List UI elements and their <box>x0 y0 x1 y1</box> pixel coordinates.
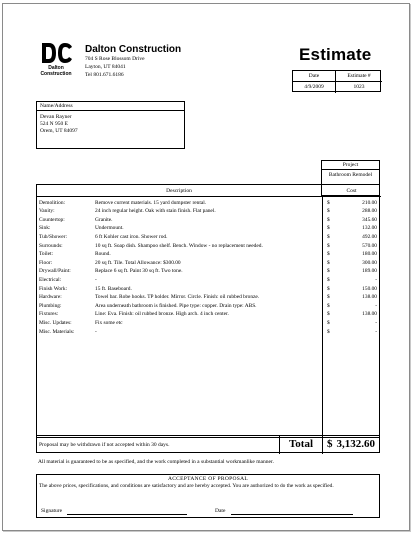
table-row <box>37 250 381 259</box>
row-amount: - <box>375 319 377 326</box>
total-amount: 3,132.60 <box>336 438 375 450</box>
table-row <box>37 276 381 285</box>
table-row <box>37 259 381 268</box>
signature-label: Signature <box>41 508 63 514</box>
row-category: Fixtures: <box>39 311 59 318</box>
company-logo <box>33 42 79 84</box>
table-row <box>37 310 381 319</box>
company-name: Dalton Construction <box>85 44 182 55</box>
row-description: Round. <box>95 251 111 258</box>
row-currency: $ <box>327 259 330 266</box>
row-currency: $ <box>327 294 330 301</box>
row-description: 10 sq ft. Soap dish. Shampoo shelf. Bench. Window - no replacement needed. <box>95 242 263 249</box>
line-items-table <box>36 184 380 438</box>
customer-street: 524 N 950 E <box>40 121 68 127</box>
table-row <box>37 207 381 216</box>
logo-text-line2: Construction <box>40 71 72 77</box>
row-currency: $ <box>327 319 330 326</box>
row-description: - <box>95 276 97 283</box>
table-row <box>37 224 381 233</box>
row-currency: $ <box>327 199 330 206</box>
row-currency: $ <box>327 311 330 318</box>
acceptance-box <box>36 474 380 518</box>
row-amount: 300.00 <box>362 259 377 266</box>
table-row <box>37 285 381 294</box>
total-row <box>36 435 380 453</box>
description-header: Description <box>37 185 322 197</box>
row-amount: 150.00 <box>362 285 377 292</box>
dc-logo-icon <box>41 42 73 64</box>
row-amount: - <box>375 302 377 309</box>
row-category: Misc. Materials: <box>39 328 75 335</box>
row-amount: - <box>375 328 377 335</box>
row-amount: 492.00 <box>362 233 377 240</box>
row-amount: 138.00 <box>362 294 377 301</box>
estimate-number-value: 1023 <box>353 84 365 90</box>
row-category: Countertop: <box>39 216 65 223</box>
estimate-document <box>2 3 410 531</box>
row-currency: $ <box>327 302 330 309</box>
customer-city: Orem, UT 84097 <box>40 128 78 134</box>
row-amount: - <box>375 276 377 283</box>
row-category: Plumbing: <box>39 302 62 309</box>
row-category: Toilet: <box>39 251 53 258</box>
date-label: Date <box>293 71 336 82</box>
table-row <box>37 199 381 208</box>
row-amount: 189.00 <box>362 268 377 275</box>
row-description: Line: Eva. Finish: oil rubbed bronze. High arch. 4 inch center. <box>95 311 229 318</box>
row-category: Tub/Shower: <box>39 233 67 240</box>
row-category: Misc. Updates: <box>39 319 72 326</box>
table-row <box>37 302 381 311</box>
document-title: Estimate <box>299 45 372 64</box>
row-currency: $ <box>327 328 330 335</box>
row-currency: $ <box>327 208 330 215</box>
row-description: 24 inch regular height. Oak with stain finish. Flat panel. <box>95 208 216 215</box>
table-row <box>37 216 381 225</box>
row-currency: $ <box>327 233 330 240</box>
row-description: 6 ft Kohler cast iron. Shower rod. <box>95 233 168 240</box>
row-currency: $ <box>327 268 330 275</box>
acceptance-body: The above prices, specifications, and conditions are satisfactory and are hereby accepted. You are authorized to do the work as specified. <box>39 483 334 489</box>
date-field-label: Date <box>215 508 226 514</box>
row-currency: $ <box>327 242 330 249</box>
table-row <box>37 319 381 328</box>
customer-name: Devan Rayner <box>40 114 72 120</box>
row-amount: 345.60 <box>362 216 377 223</box>
table-row <box>37 233 381 242</box>
row-description: Replace 6 sq ft. Paint 30 sq ft. Two tone. <box>95 268 183 275</box>
total-label: Total <box>279 436 322 454</box>
total-divider <box>322 436 323 454</box>
table-row <box>37 267 381 276</box>
cost-header: Cost <box>322 185 381 197</box>
total-currency: $ <box>327 438 333 450</box>
row-currency: $ <box>327 285 330 292</box>
company-address-line2: Layton, UT 84041 <box>85 64 126 70</box>
logo-text-line1: Dalton <box>48 65 64 71</box>
row-currency: $ <box>327 225 330 232</box>
guarantee-text: All material is guaranteed to be as specified, and the work completed in a substantial workmanlike manner. <box>38 459 274 465</box>
row-currency: $ <box>327 251 330 258</box>
table-row <box>37 293 381 302</box>
row-category: Hardware: <box>39 294 62 301</box>
row-category: Floor: <box>39 259 53 266</box>
row-amount: 138.00 <box>362 311 377 318</box>
project-value: Bathroom Remodel <box>328 172 373 178</box>
proposal-note: Proposal may be withdrawn if not accepted within 30 days. <box>39 442 170 448</box>
estimate-meta-box <box>292 70 381 92</box>
address-header: Name/Address <box>37 102 184 111</box>
estimate-number-label: Estimate # <box>336 71 382 82</box>
row-description: Fix some etc <box>95 319 123 326</box>
row-description: 15 ft. Baseboard. <box>95 285 132 292</box>
date-value: 4/9/2009 <box>293 82 336 93</box>
row-category: Electrical: <box>39 276 62 283</box>
row-description: - <box>95 328 97 335</box>
company-phone: Tel 801.671.6186 <box>85 72 124 78</box>
project-label: Project <box>322 161 379 170</box>
date-line[interactable] <box>231 514 353 515</box>
row-description: Towel bar. Robe hooks. TP holder. Mirror. Circle. Finish: oil rubbed bronze. <box>95 294 260 301</box>
customer-address-box <box>36 101 185 149</box>
row-category: Vanity: <box>39 208 55 215</box>
row-amount: 180.00 <box>362 251 377 258</box>
row-description: Remove current materials. 15 yard dumpster rental. <box>95 199 207 206</box>
row-amount: 132.00 <box>362 225 377 232</box>
row-category: Surrounds: <box>39 242 63 249</box>
row-amount: 288.00 <box>362 208 377 215</box>
row-currency: $ <box>327 216 330 223</box>
row-category: Demolition: <box>39 199 66 206</box>
row-currency: $ <box>327 276 330 283</box>
row-description: Undermount. <box>95 225 124 232</box>
acceptance-title: ACCEPTANCE OF PROPOSAL <box>167 476 249 482</box>
signature-line[interactable] <box>67 514 187 515</box>
row-description: Area underneath bathroom is finished. Pipe type: copper. Drain type: ABS. <box>95 302 257 309</box>
table-row <box>37 328 381 337</box>
row-amount: 570.00 <box>362 242 377 249</box>
row-category: Sink: <box>39 225 51 232</box>
row-amount: 210.00 <box>362 199 377 206</box>
row-description: Granite. <box>95 216 113 223</box>
company-address-line1: 704 S Rose Blossom Drive <box>85 56 145 62</box>
row-description: 20 sq ft. Tile. Total Allowance: $300.00 <box>95 259 181 266</box>
row-category: Drywall/Paint: <box>39 268 71 275</box>
table-row <box>37 242 381 251</box>
row-category: Finish Work: <box>39 285 68 292</box>
